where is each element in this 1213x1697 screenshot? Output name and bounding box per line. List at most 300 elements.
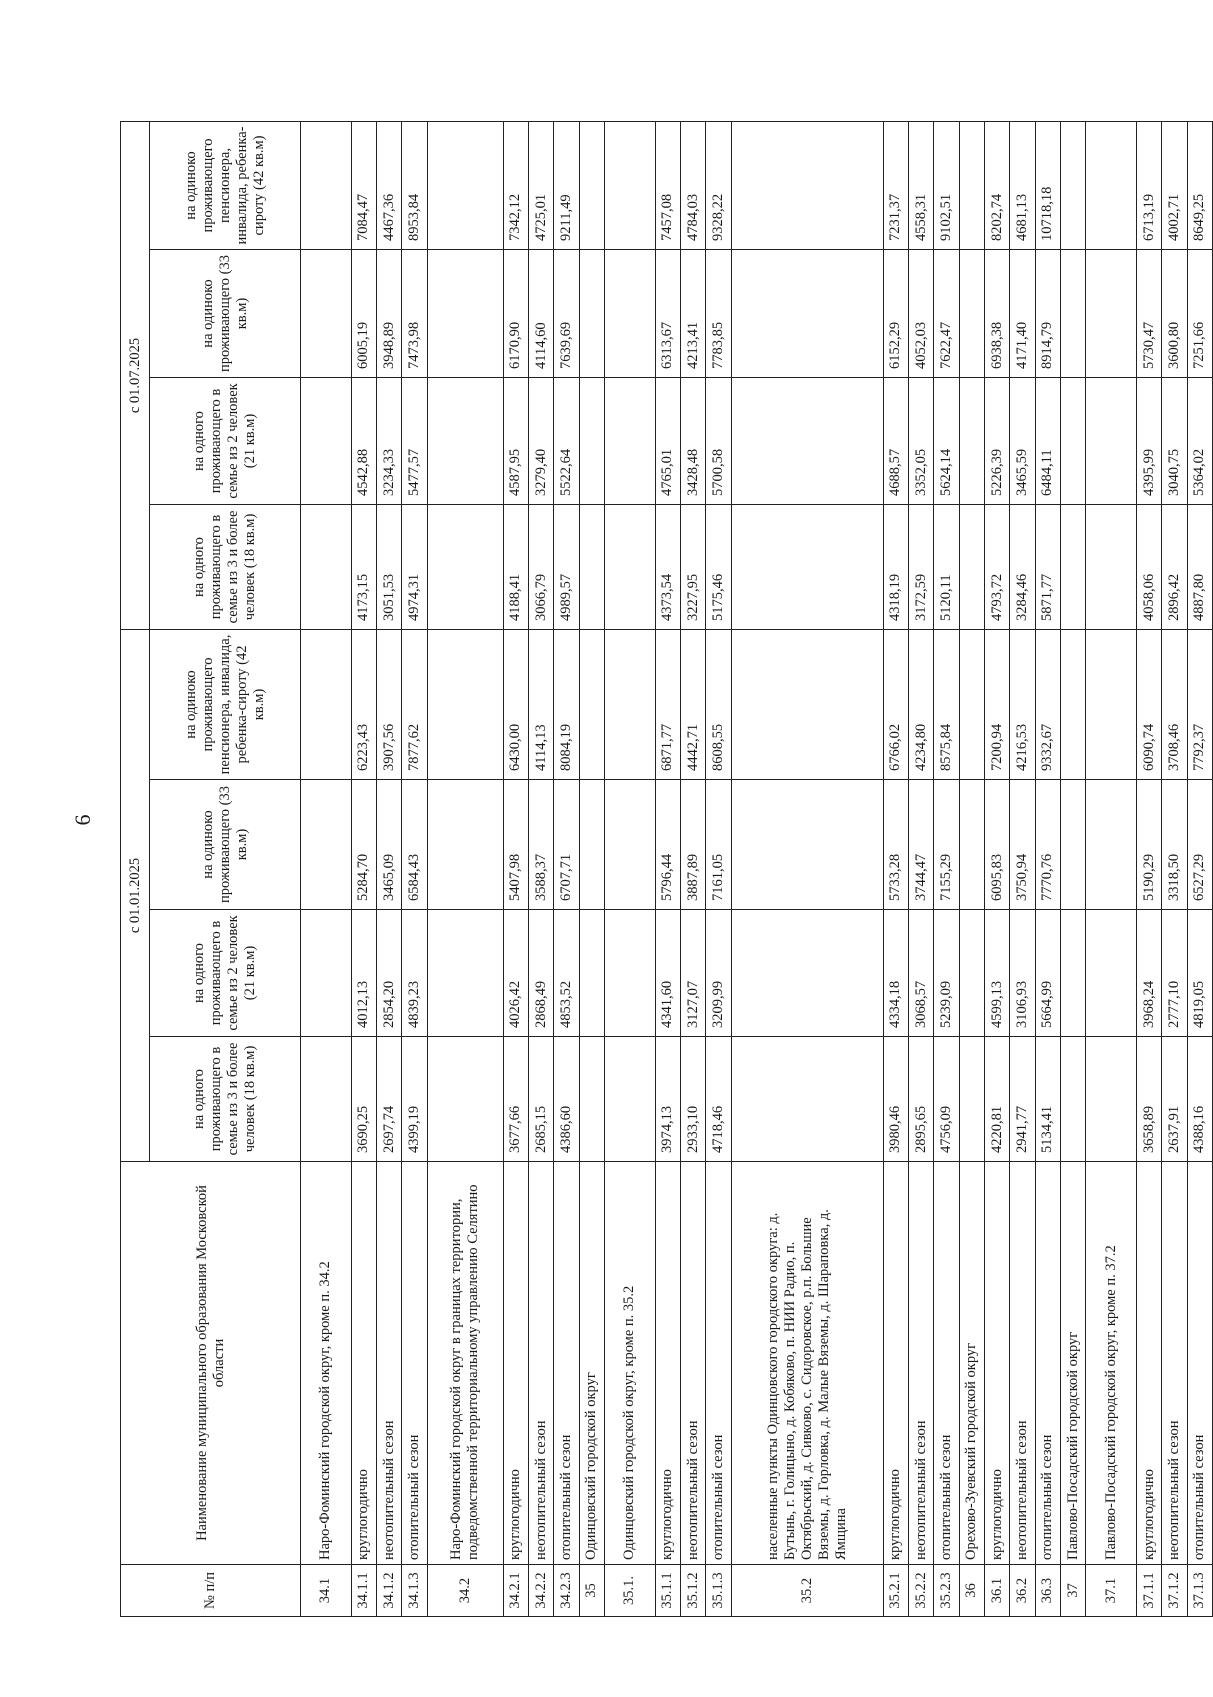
row-code: 35: [579, 1565, 604, 1617]
row-value: 4114,13: [528, 630, 553, 780]
row-name: круглогодично: [984, 1162, 1009, 1565]
row-value: 6170,90: [503, 250, 528, 378]
row-value: 9332,67: [1035, 630, 1060, 780]
row-value: 3980,46: [883, 1037, 908, 1162]
table-row: [554, 122, 579, 1617]
row-value: 5226,39: [984, 378, 1009, 505]
row-name: Павлово-Посадский городской округ, кроме п. 37.2: [1086, 1162, 1137, 1565]
row-value: 8953,84: [402, 122, 427, 250]
table-row: [655, 122, 680, 1617]
row-value: 5871,77: [1035, 505, 1060, 630]
table-row: [604, 122, 655, 1617]
row-value: [604, 122, 655, 250]
row-value: 4012,13: [351, 910, 376, 1037]
row-value: 4341,60: [655, 910, 680, 1037]
row-value: [1060, 630, 1085, 780]
row-value: 4026,42: [503, 910, 528, 1037]
row-value: 8084,19: [554, 630, 579, 780]
row-value: 5407,98: [503, 780, 528, 910]
row-value: 7639,69: [554, 250, 579, 378]
table-row: [301, 122, 352, 1617]
row-value: 4171,40: [1010, 250, 1035, 378]
row-value: 7783,85: [706, 250, 731, 378]
row-value: [579, 910, 604, 1037]
row-code: 34.1.3: [402, 1565, 427, 1617]
row-value: [959, 780, 984, 910]
row-value: 7251,66: [1187, 250, 1212, 378]
row-value: 2685,15: [528, 1037, 553, 1162]
row-value: 3318,50: [1162, 780, 1187, 910]
row-value: [427, 780, 503, 910]
row-value: [604, 505, 655, 630]
row-value: [301, 250, 352, 378]
row-name: Наро-Фоминский городской округ, кроме п. 34.2: [301, 1162, 352, 1565]
row-code: 34.2.1: [503, 1565, 528, 1617]
row-value: 8608,55: [706, 630, 731, 780]
header-col: на одиноко проживающего (33 кв.м): [150, 250, 301, 378]
row-value: [427, 250, 503, 378]
row-name: круглогодично: [655, 1162, 680, 1565]
row-value: 10718,18: [1035, 122, 1060, 250]
row-value: 7473,98: [402, 250, 427, 378]
row-value: 3690,25: [351, 1037, 376, 1162]
row-value: 7161,05: [706, 780, 731, 910]
row-value: 7155,29: [934, 780, 959, 910]
row-value: 5796,44: [655, 780, 680, 910]
row-value: 8202,74: [984, 122, 1009, 250]
row-value: 5664,99: [1035, 910, 1060, 1037]
row-value: 3352,05: [908, 378, 933, 505]
row-value: [579, 122, 604, 250]
row-value: [959, 630, 984, 780]
row-value: [1086, 630, 1137, 780]
row-value: [301, 910, 352, 1037]
header-name: Наименование муниципального образования Московской области: [121, 1162, 301, 1565]
row-value: 7200,94: [984, 630, 1009, 780]
row-value: [579, 1037, 604, 1162]
row-value: 6871,77: [655, 630, 680, 780]
row-value: [1086, 1037, 1137, 1162]
row-code: 35.1.1: [655, 1565, 680, 1617]
row-value: [1060, 378, 1085, 505]
row-value: [301, 630, 352, 780]
table-row: [402, 122, 427, 1617]
row-value: 9328,22: [706, 122, 731, 250]
row-value: [731, 780, 883, 910]
row-value: 9211,49: [554, 122, 579, 250]
row-value: 6707,71: [554, 780, 579, 910]
row-code: 35.1.3: [706, 1565, 731, 1617]
row-value: 3127,07: [680, 910, 705, 1037]
row-value: [427, 505, 503, 630]
row-value: 3658,89: [1136, 1037, 1161, 1162]
row-value: [427, 1037, 503, 1162]
row-value: 3708,46: [1162, 630, 1187, 780]
row-name: неотопительный сезон: [1010, 1162, 1035, 1565]
row-value: 4442,71: [680, 630, 705, 780]
tariff-table: [120, 121, 1213, 1617]
table-row: [731, 122, 883, 1617]
table-row: [1162, 122, 1187, 1617]
row-value: 5477,57: [402, 378, 427, 505]
row-value: [731, 1037, 883, 1162]
header-col: на одного проживающего в семье из 3 и более человек (18 кв.м): [150, 1037, 301, 1162]
table-row: [680, 122, 705, 1617]
table-row: [883, 122, 908, 1617]
row-value: 3907,56: [376, 630, 401, 780]
row-value: [1086, 780, 1137, 910]
row-value: 2777,10: [1162, 910, 1187, 1037]
row-value: [579, 780, 604, 910]
row-value: [579, 630, 604, 780]
row-name: неотопительный сезон: [680, 1162, 705, 1565]
row-value: 3974,13: [655, 1037, 680, 1162]
row-value: 3068,57: [908, 910, 933, 1037]
row-value: [731, 630, 883, 780]
row-value: 6430,00: [503, 630, 528, 780]
row-value: 2941,77: [1010, 1037, 1035, 1162]
table-row: [1010, 122, 1035, 1617]
row-value: [604, 630, 655, 780]
row-code: 35.2: [731, 1565, 883, 1617]
row-value: 4058,06: [1136, 505, 1161, 630]
table-row: [706, 122, 731, 1617]
row-value: 3465,09: [376, 780, 401, 910]
row-code: 35.1.: [604, 1565, 655, 1617]
row-value: 4989,57: [554, 505, 579, 630]
row-value: 4587,95: [503, 378, 528, 505]
row-value: 4542,88: [351, 378, 376, 505]
row-value: [604, 378, 655, 505]
row-value: [604, 1037, 655, 1162]
row-value: 5700,58: [706, 378, 731, 505]
row-value: 4681,13: [1010, 122, 1035, 250]
row-value: 3051,53: [376, 505, 401, 630]
header-period-1: с 01.01.2025: [121, 630, 150, 1162]
row-value: [731, 505, 883, 630]
row-value: 4386,60: [554, 1037, 579, 1162]
row-value: 4399,19: [402, 1037, 427, 1162]
row-name: отопительный сезон: [402, 1162, 427, 1565]
row-value: [604, 250, 655, 378]
header-period-2: с 01.07.2025: [121, 122, 150, 630]
table-row: [959, 122, 984, 1617]
row-name: отопительный сезон: [1187, 1162, 1212, 1565]
row-name: населенные пункты Одинцовского городского округа: д. Бутынь, г. Голицыно, д. Кобяково, п. НИИ Радио, п. Октябрьский, д. Сивково, с. Сидоровское, р.п. Большие Вяземы, д. Горловка, д. Малые Вяземы, д. Шараповка, д. Ямщина: [731, 1162, 883, 1565]
row-name: круглогодично: [503, 1162, 528, 1565]
table-row: [579, 122, 604, 1617]
row-code: 34.1: [301, 1565, 352, 1617]
row-value: [301, 122, 352, 250]
row-value: 4052,03: [908, 250, 933, 378]
header-col: на одного проживающего в семье из 2 человек (21 кв.м): [150, 378, 301, 505]
row-code: 34.2: [427, 1565, 503, 1617]
row-value: 7770,76: [1035, 780, 1060, 910]
row-value: [301, 780, 352, 910]
row-value: [1060, 1037, 1085, 1162]
table-row: [1187, 122, 1212, 1617]
row-name: отопительный сезон: [706, 1162, 731, 1565]
table-row: [351, 122, 376, 1617]
row-value: 6484,11: [1035, 378, 1060, 505]
row-value: 6313,67: [655, 250, 680, 378]
row-value: 6005,19: [351, 250, 376, 378]
row-value: 5624,14: [934, 378, 959, 505]
row-name: неотопительный сезон: [376, 1162, 401, 1565]
row-value: [1086, 122, 1137, 250]
row-value: 4216,53: [1010, 630, 1035, 780]
row-value: [427, 122, 503, 250]
row-value: [301, 1037, 352, 1162]
row-name: Одинцовский городской округ, кроме п. 35.2: [604, 1162, 655, 1565]
row-code: 34.1.1: [351, 1565, 376, 1617]
row-value: 6090,74: [1136, 630, 1161, 780]
row-value: 3040,75: [1162, 378, 1187, 505]
row-code: 35.2.2: [908, 1565, 933, 1617]
row-value: [579, 378, 604, 505]
row-value: 3887,89: [680, 780, 705, 910]
row-value: 4784,03: [680, 122, 705, 250]
table-body: [301, 122, 1213, 1617]
table-row: [1136, 122, 1161, 1617]
row-value: 4793,72: [984, 505, 1009, 630]
row-value: 6095,83: [984, 780, 1009, 910]
row-value: [1086, 505, 1137, 630]
row-value: 4725,01: [528, 122, 553, 250]
row-value: [579, 250, 604, 378]
row-value: [731, 250, 883, 378]
row-value: 4467,36: [376, 122, 401, 250]
row-value: 6766,02: [883, 630, 908, 780]
row-value: 6938,38: [984, 250, 1009, 378]
row-value: 4388,16: [1187, 1037, 1212, 1162]
row-name: круглогодично: [1136, 1162, 1161, 1565]
row-value: [1086, 910, 1137, 1037]
row-value: 4887,80: [1187, 505, 1212, 630]
row-value: [427, 630, 503, 780]
row-value: 9102,51: [934, 122, 959, 250]
row-value: 7084,47: [351, 122, 376, 250]
header-col: на одиноко проживающего (33 кв.м): [150, 780, 301, 910]
row-value: [604, 780, 655, 910]
row-value: 4558,31: [908, 122, 933, 250]
row-name: отопительный сезон: [1035, 1162, 1060, 1565]
row-value: [579, 505, 604, 630]
table-row: [984, 122, 1009, 1617]
row-value: [1060, 122, 1085, 250]
row-value: 3209,99: [706, 910, 731, 1037]
row-name: отопительный сезон: [554, 1162, 579, 1565]
row-value: 7792,37: [1187, 630, 1212, 780]
row-name: Одинцовский городской округ: [579, 1162, 604, 1565]
row-value: 8914,79: [1035, 250, 1060, 378]
table-row: [427, 122, 503, 1617]
row-value: 8575,84: [934, 630, 959, 780]
row-value: 4974,31: [402, 505, 427, 630]
row-value: 4853,52: [554, 910, 579, 1037]
row-value: [301, 378, 352, 505]
header-col: на одиноко проживающего пенсионера, инвалида, ребенка-сироту (42 кв.м): [150, 630, 301, 780]
row-value: [731, 122, 883, 250]
header-row-periods: [121, 122, 150, 1617]
row-value: 4318,19: [883, 505, 908, 630]
row-value: [731, 378, 883, 505]
row-code: 36.3: [1035, 1565, 1060, 1617]
row-value: 3948,89: [376, 250, 401, 378]
row-value: 4114,60: [528, 250, 553, 378]
row-value: 4395,99: [1136, 378, 1161, 505]
row-value: 3106,93: [1010, 910, 1035, 1037]
row-value: 4173,15: [351, 505, 376, 630]
row-value: 4756,09: [934, 1037, 959, 1162]
table-row: [1086, 122, 1137, 1617]
row-value: 7877,62: [402, 630, 427, 780]
row-value: [1060, 250, 1085, 378]
row-code: 36.2: [1010, 1565, 1035, 1617]
row-value: 8649,25: [1187, 122, 1212, 250]
row-value: 3279,40: [528, 378, 553, 505]
tariff-table-container: [120, 122, 1213, 1617]
row-value: 7457,08: [655, 122, 680, 250]
row-code: 35.1.2: [680, 1565, 705, 1617]
table-row: [1035, 122, 1060, 1617]
row-value: [731, 910, 883, 1037]
row-code: 37.1.3: [1187, 1565, 1212, 1617]
page-number: 6: [70, 814, 95, 826]
table-row: [376, 122, 401, 1617]
row-value: 5134,41: [1035, 1037, 1060, 1162]
row-value: 3600,80: [1162, 250, 1187, 378]
row-code: 34.1.2: [376, 1565, 401, 1617]
row-value: [427, 910, 503, 1037]
row-name: Наро-Фоминский городской округ в границах территории, подведомственной территориальному управлению Селятино: [427, 1162, 503, 1565]
table-row: [503, 122, 528, 1617]
row-value: 3588,37: [528, 780, 553, 910]
row-value: 5190,29: [1136, 780, 1161, 910]
row-value: 4718,46: [706, 1037, 731, 1162]
row-value: [604, 910, 655, 1037]
row-value: 4220,81: [984, 1037, 1009, 1162]
row-value: 3968,24: [1136, 910, 1161, 1037]
row-value: 2637,91: [1162, 1037, 1187, 1162]
row-name: круглогодично: [883, 1162, 908, 1565]
row-code: 35.2.3: [934, 1565, 959, 1617]
row-value: 5284,70: [351, 780, 376, 910]
row-value: 2933,10: [680, 1037, 705, 1162]
row-value: 3066,79: [528, 505, 553, 630]
row-value: [1060, 780, 1085, 910]
row-value: 4373,54: [655, 505, 680, 630]
row-value: 5364,02: [1187, 378, 1212, 505]
row-name: отопительный сезон: [934, 1162, 959, 1565]
row-value: 5730,47: [1136, 250, 1161, 378]
row-code: 36.1: [984, 1565, 1009, 1617]
row-value: 3428,48: [680, 378, 705, 505]
row-code: 37.1.1: [1136, 1565, 1161, 1617]
row-value: [1060, 505, 1085, 630]
row-value: 6713,19: [1136, 122, 1161, 250]
row-value: [1060, 910, 1085, 1037]
row-value: 4213,41: [680, 250, 705, 378]
row-code: 37.1.2: [1162, 1565, 1187, 1617]
header-col: на одиноко проживающего пенсионера, инвалида, ребенка-сироту (42 кв.м): [150, 122, 301, 250]
table-row: [934, 122, 959, 1617]
row-value: [959, 122, 984, 250]
row-value: [1086, 378, 1137, 505]
row-code: 36: [959, 1565, 984, 1617]
row-value: 4188,41: [503, 505, 528, 630]
row-value: 3750,94: [1010, 780, 1035, 910]
header-col: на одного проживающего в семье из 2 человек (21 кв.м): [150, 910, 301, 1037]
row-value: 4819,05: [1187, 910, 1212, 1037]
row-value: 5120,11: [934, 505, 959, 630]
row-value: 4599,13: [984, 910, 1009, 1037]
row-value: 2697,74: [376, 1037, 401, 1162]
row-value: 7622,47: [934, 250, 959, 378]
table-row: [1060, 122, 1085, 1617]
row-value: 2896,42: [1162, 505, 1187, 630]
header-col: на одного проживающего в семье из 3 и более человек (18 кв.м): [150, 505, 301, 630]
row-value: [427, 378, 503, 505]
row-value: 7342,12: [503, 122, 528, 250]
row-code: 34.2.2: [528, 1565, 553, 1617]
row-value: 5175,46: [706, 505, 731, 630]
row-value: 4334,18: [883, 910, 908, 1037]
row-value: 3677,66: [503, 1037, 528, 1162]
row-value: 6152,29: [883, 250, 908, 378]
row-value: 6584,43: [402, 780, 427, 910]
row-value: [1086, 250, 1137, 378]
row-code: 34.2.3: [554, 1565, 579, 1617]
row-value: 3465,59: [1010, 378, 1035, 505]
row-code: 37.1: [1086, 1565, 1137, 1617]
row-value: 4839,23: [402, 910, 427, 1037]
row-value: 4234,80: [908, 630, 933, 780]
row-value: 3227,95: [680, 505, 705, 630]
row-name: неотопительный сезон: [528, 1162, 553, 1565]
row-value: 7231,37: [883, 122, 908, 250]
row-name: неотопительный сезон: [1162, 1162, 1187, 1565]
row-name: Павлово-Посадский городской округ: [1060, 1162, 1085, 1565]
row-value: [959, 1037, 984, 1162]
row-value: 6223,43: [351, 630, 376, 780]
row-value: 5239,09: [934, 910, 959, 1037]
header-num: № п/п: [121, 1565, 301, 1617]
row-code: 37: [1060, 1565, 1085, 1617]
row-value: 2868,49: [528, 910, 553, 1037]
row-value: 3172,59: [908, 505, 933, 630]
row-value: 2854,20: [376, 910, 401, 1037]
row-value: 4765,01: [655, 378, 680, 505]
row-value: 3234,33: [376, 378, 401, 505]
row-value: 5522,64: [554, 378, 579, 505]
row-name: Орехово-Зуевский городской округ: [959, 1162, 984, 1565]
table-row: [908, 122, 933, 1617]
row-value: 5733,28: [883, 780, 908, 910]
table-row: [528, 122, 553, 1617]
row-value: 6527,29: [1187, 780, 1212, 910]
row-value: [301, 505, 352, 630]
row-name: неотопительный сезон: [908, 1162, 933, 1565]
row-name: круглогодично: [351, 1162, 376, 1565]
row-value: [959, 505, 984, 630]
row-value: 2895,65: [908, 1037, 933, 1162]
row-value: [959, 378, 984, 505]
row-value: 4688,57: [883, 378, 908, 505]
row-value: [959, 250, 984, 378]
row-value: [959, 910, 984, 1037]
row-value: 3744,47: [908, 780, 933, 910]
